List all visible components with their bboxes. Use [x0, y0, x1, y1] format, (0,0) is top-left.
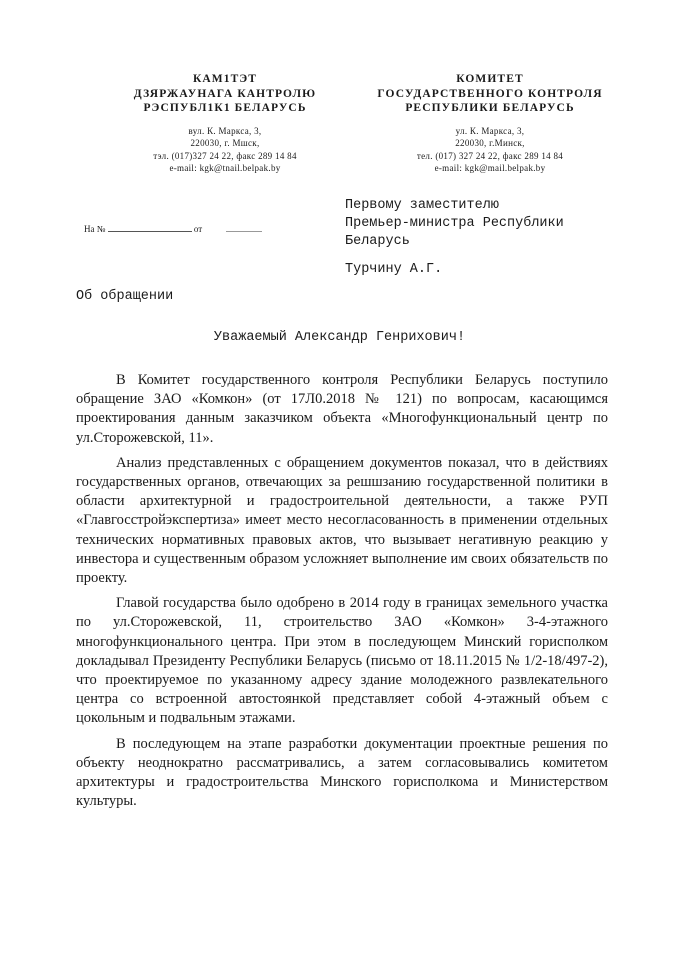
address-ru	[355, 125, 625, 175]
org-line: КАМ1ТЭТ	[192, 73, 258, 85]
address-line: ул. К. Маркса, 3,	[455, 125, 525, 136]
org-name-by	[100, 72, 350, 116]
address-by	[100, 125, 350, 175]
body-paragraph: В Комитет государственного контроля Республики Беларусь поступило обращение ЗАО «Комкон» (от 17Л0.2018 № 121) по вопросам, касающимся проектирования данным заказчиком объекта «Многофункциональный центр по ул.Сторожевской, 11».	[76, 372, 608, 446]
body-paragraph: Анализ представленных с обращением документов показал, что в действиях государственных органов, отвечающих за решшзанию государственной политики в области архитектурной и градостроительной деятельности, а также РУП «Главгосстройэкспертиза» имеет место несогласованность в применении отдельных технических нормативных правовых актов, что вызывает негативную реакцию у инвестора и существенным образом усложняет выполнение им своих обязательств по проекту.	[76, 454, 608, 587]
letterhead-russian	[355, 72, 625, 175]
address-line: вул. К. Маркса, 3,	[188, 125, 262, 136]
email-line: e-mail: kgk@mail.belpak.by	[434, 163, 546, 173]
org-line: ГОСУДАРСТВЕННОГО КОНТРОЛЯ	[377, 87, 603, 100]
addressee-name: Турчину А.Г.	[345, 262, 443, 277]
letterhead-belarusian	[100, 72, 350, 175]
reference-line	[84, 223, 262, 234]
org-line: РЭСПУБЛ1К1 БЕЛАРУСЬ	[143, 102, 307, 114]
body-paragraph: В последующем на этапе разработки документации проектные решения по объекту неоднократно рассматривались, а затем согласовывались комитетом архитектуры и градостроительства Минского горисполкома и Министерством культуры.	[76, 735, 608, 810]
reference-number-blank	[108, 223, 192, 232]
addressee-line: Беларусь	[345, 234, 410, 249]
org-name-ru	[355, 72, 625, 116]
addressee-block	[345, 197, 564, 279]
subject-line: Об обращении	[76, 289, 174, 304]
body-paragraph: Главой государства было одобрено в 2014 году в границах земельного участка по ул.Сторожевской, 11, строительство ЗАО «Комкон» 3-4-этажного многофункционального центра. При этом в последующем Минский горисполком докладывал Президенту Республики Беларусь (письмо от 18.11.2015 № 1/2-18/497-2), что проектируемое по указанному адресу здание молодежного развлекательного центра со встроенной автостоянкой представляет собой 4-этажный объем с цокольным и подвальным этажами.	[76, 595, 608, 727]
address-line: 220030, г.Минск,	[455, 138, 525, 148]
address-line: тел. (017) 327 24 22, факс 289 14 84	[416, 150, 564, 161]
addressee-line: Премьер-министра Республики	[345, 216, 564, 231]
addressee-line: Первому заместителю	[345, 198, 499, 213]
org-line: ДЗЯРЖАУНАГА КАНТРОЛЮ	[133, 87, 317, 100]
email-line: e-mail: kgk@tnail.belpak.by	[169, 163, 281, 173]
org-line: КОМИТЕТ	[456, 73, 524, 85]
letter-body	[76, 371, 608, 817]
salutation: Уважаемый Александр Генрихович!	[213, 330, 466, 345]
reference-date-label: от	[193, 224, 203, 234]
address-line: тэл. (017)327 24 22, факс 289 14 84	[153, 150, 297, 161]
reference-date-blank	[226, 223, 262, 232]
org-line: РЕСПУБЛИКИ БЕЛАРУСЬ	[405, 102, 575, 114]
address-line: 220030, г. Мшск,	[190, 138, 260, 148]
reference-number-label: На №	[84, 224, 106, 234]
